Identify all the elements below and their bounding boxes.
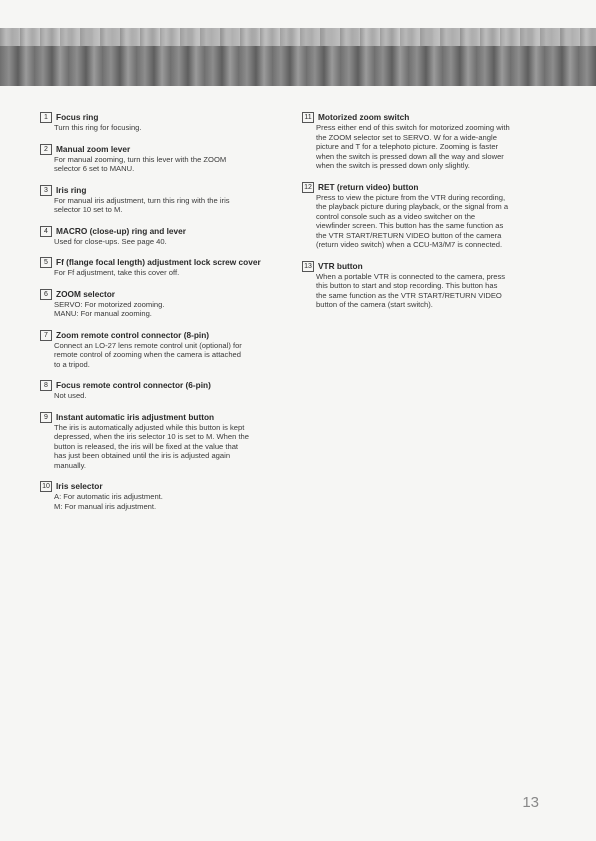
description-line: Not used. [54,391,87,400]
item-title: Manual zoom lever [56,143,131,154]
item-heading [302,112,574,123]
item-number-badge: 13 [302,261,314,272]
item-heading [40,226,290,237]
item-title: MACRO (close-up) ring and lever [56,225,186,236]
item-description [40,492,290,511]
item-title: Instant automatic iris adjustment button [56,411,215,422]
description-line: For manual zooming, turn this lever with the ZOOM [54,154,227,164]
item-heading [40,380,290,391]
item-number-badge: 9 [40,412,52,423]
item-number-badge: 5 [40,257,52,268]
description-line: MANU: For manual zooming. [54,309,152,318]
parts-item [40,330,290,370]
description-line: button of the camera (start switch). [316,300,433,309]
description-line: viewfinder screen. This button has the same function as [316,221,504,230]
description-line: For manual iris adjustment, turn this ring with the iris [54,195,230,205]
parts-item [302,112,574,171]
description-line: Press to view the picture from the VTR during recording, [316,192,506,202]
description-line: button is released, the iris will be fixed at the value that [54,441,239,451]
description-line: the ZOOM selector set to SERVO. W for a wide-angle [316,132,497,142]
description-line: Press either end of this switch for motorized zooming with [316,123,510,132]
description-line: A: For automatic iris adjustment. [54,492,163,501]
item-description [302,272,574,310]
description-line: When a portable VTR is connected to the camera, press [316,271,506,281]
parts-item [40,289,290,319]
item-title: Focus remote control connector (6-pin) [56,380,211,390]
item-number-badge: 12 [302,182,314,193]
description-line: the same function as the VTR START/RETURN VIDEO [316,290,502,300]
description-line: remote control of zooming when the camera is attached [54,350,241,359]
item-description [40,423,290,471]
item-description [40,391,290,401]
description-line: to a tripod. [54,359,90,369]
item-title: Motorized zoom switch [318,112,410,122]
parts-item [40,257,290,278]
description-line: The iris is automatically adjusted while this button is kept [54,422,245,432]
item-heading [40,257,290,268]
description-line: control console such as a video switcher on the [316,211,476,221]
item-number-badge: 2 [40,144,52,155]
item-description [40,237,290,247]
header-banner-photo [0,28,596,86]
parts-item [40,226,290,247]
right-column [302,112,574,321]
item-number-badge: 3 [40,185,52,196]
description-line: manually. [54,460,86,470]
description-line: Used for close-ups. See page 40. [54,236,167,246]
item-description [302,123,574,171]
item-title: Focus ring [56,112,99,122]
parts-item [40,185,290,215]
parts-item [40,412,290,471]
description-line: Connect an LO-27 lens remote control unit (optional) for [54,340,242,350]
item-title: ZOOM selector [56,288,116,299]
item-heading [40,330,290,341]
item-title: Iris selector [56,481,103,491]
item-title: Zoom remote control connector (8-pin) [56,329,210,340]
item-description [40,196,290,215]
item-description [40,123,290,133]
parts-item [40,112,290,133]
item-description [40,155,290,174]
item-heading [40,185,290,196]
parts-item [40,481,290,511]
item-heading [40,412,290,423]
item-description [302,193,574,250]
item-title: Ff (flange focal length) adjustment lock screw cover [56,257,261,267]
item-description [40,300,290,319]
parts-item [302,182,574,250]
item-heading [40,289,290,300]
description-line: Turn this ring for focusing. [54,123,142,132]
description-line: For Ff adjustment, take this cover off. [54,268,180,277]
description-line: (return video switch) when a CCU-M3/M7 is connected. [316,240,503,249]
description-line: M: For manual iris adjustment. [54,501,157,511]
item-number-badge: 11 [302,112,314,123]
item-title: RET (return video) button [318,181,419,192]
item-heading [302,182,574,193]
item-number-badge: 4 [40,226,52,237]
parts-item [40,144,290,174]
description-line: SERVO: For motorized zooming. [54,299,165,309]
parts-item [40,380,290,401]
item-number-badge: 7 [40,330,52,341]
item-heading [40,144,290,155]
item-title: VTR button [318,260,363,271]
item-number-badge: 6 [40,289,52,300]
description-line: when the switch is pressed down all the way and slower [316,151,504,161]
description-line: when the switch is pressed down only slightly. [316,161,470,170]
description-line: has just been obtained until the iris is adjusted again [54,451,231,460]
item-heading [40,112,290,123]
description-line: selector 6 set to MANU. [54,164,135,173]
item-heading [40,481,290,492]
page-number: 13 [522,794,539,811]
item-number-badge: 8 [40,380,52,391]
left-column [40,112,290,522]
item-title: Iris ring [56,184,87,195]
description-line: this button to start and stop recording. This button has [316,281,498,290]
item-number-badge: 1 [40,112,52,123]
item-description [40,268,290,278]
description-line: the playback picture during playback, or the signal from a [316,202,509,211]
item-description [40,341,290,370]
description-line: selector 10 set to M. [54,205,123,214]
item-heading [302,261,574,272]
parts-item [302,261,574,310]
description-line: the VTR START/RETURN VIDEO button of the camera [316,230,502,240]
description-line: picture and T for a telephoto picture. Zooming is faster [316,142,499,151]
description-line: depressed, when the iris selector 10 is set to M. When the [54,432,250,441]
item-number-badge: 10 [40,481,52,492]
